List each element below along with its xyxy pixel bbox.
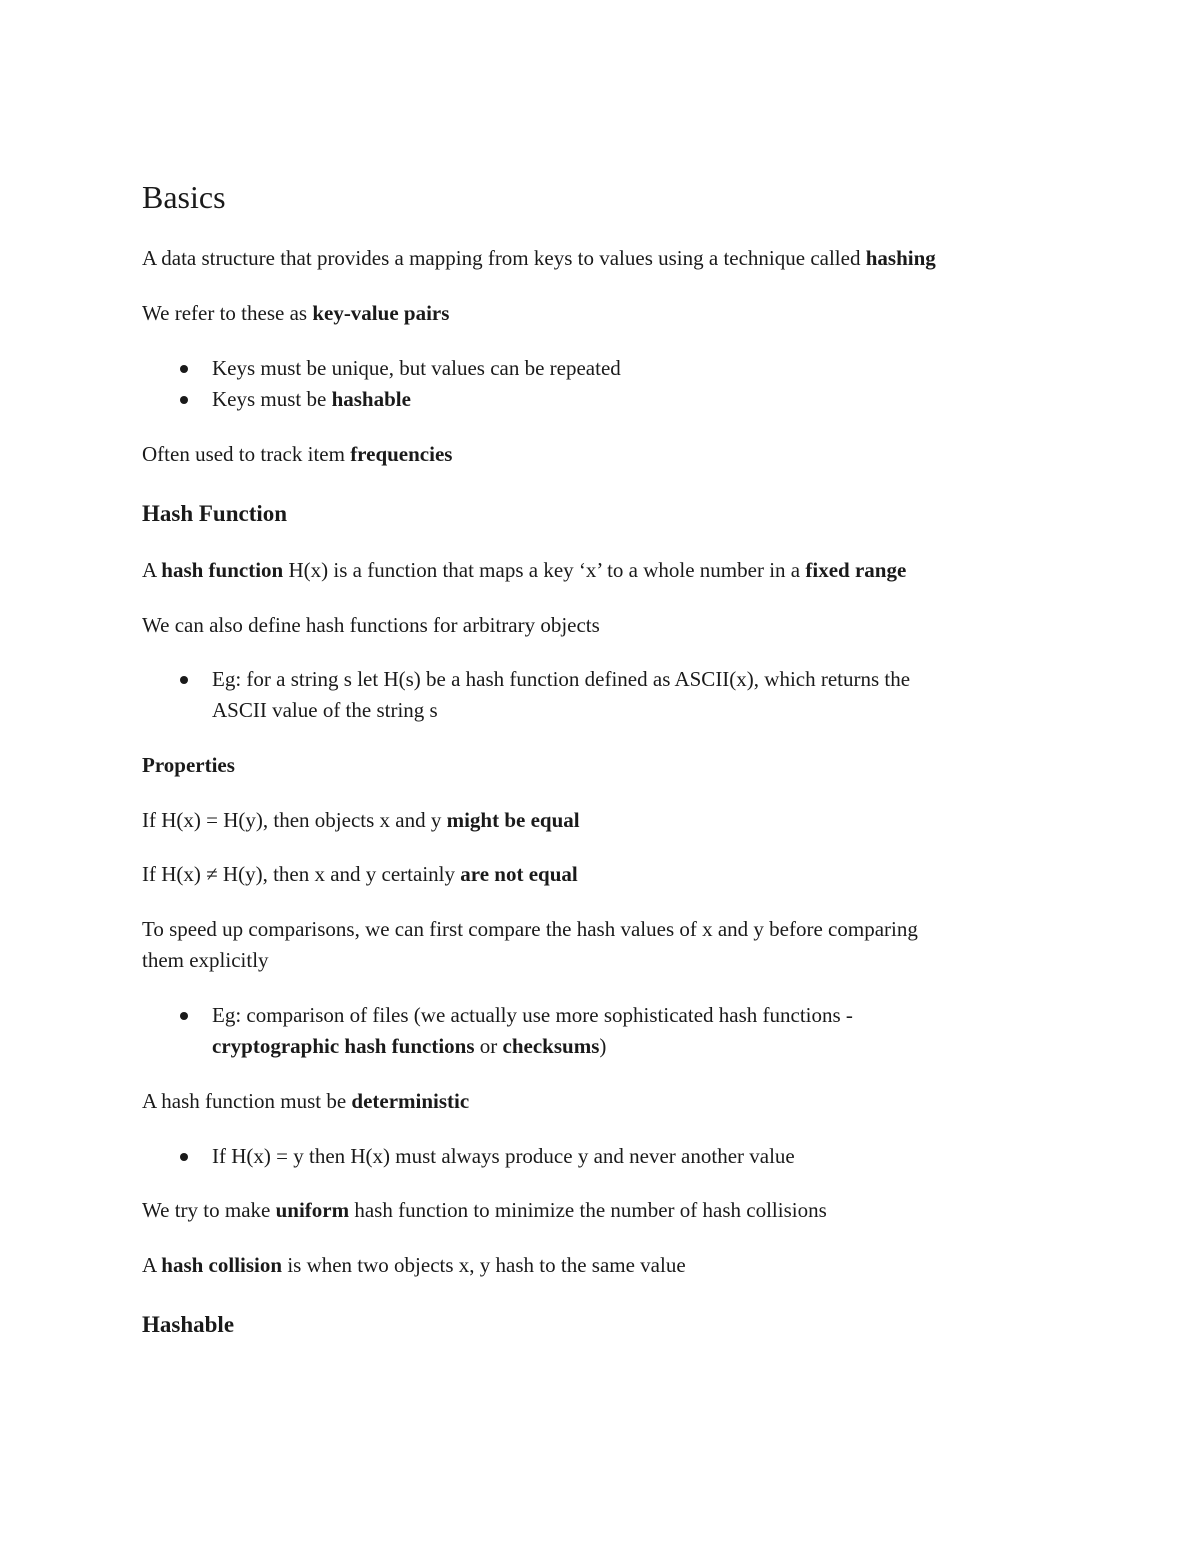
list-item-text: ASCII value of the string s — [212, 698, 438, 722]
heading-basics: Basics — [142, 179, 226, 215]
list-item — [142, 664, 910, 726]
bold-term: might be equal — [446, 808, 580, 832]
list-item-text: or — [474, 1034, 503, 1058]
paragraph-uniform — [142, 1195, 827, 1226]
list-item-text: Keys must be unique, but values can be repeated — [212, 356, 621, 380]
paragraph-text: A — [142, 1253, 162, 1277]
bold-term: are not equal — [460, 862, 578, 886]
paragraph-key-value — [142, 298, 449, 329]
paragraph-text: is when two objects x, y hash to the same value — [282, 1253, 686, 1277]
bold-term: hashing — [865, 246, 936, 270]
list-item-line — [212, 1031, 853, 1062]
bold-term: cryptographic hash functions — [212, 1034, 475, 1058]
paragraph-text: A — [142, 558, 162, 582]
bullet-icon — [180, 1012, 188, 1020]
bold-term: deterministic — [351, 1089, 470, 1113]
paragraph-arbitrary-objects: We can also define hash functions for arbitrary objects — [142, 613, 600, 637]
paragraph-hash-collision — [142, 1250, 686, 1281]
bullet-list-string-example — [142, 664, 910, 726]
bullet-icon — [180, 365, 188, 373]
paragraph-text: If H(x) = H(y), then objects x and y — [142, 808, 447, 832]
paragraph-text: We try to make — [142, 1198, 276, 1222]
paragraph-text: To speed up comparisons, we can first compare the hash values of x and y before comparing — [142, 917, 918, 941]
bold-term: key-value pairs — [312, 301, 450, 325]
list-item-text: ) — [599, 1034, 607, 1058]
list-item-text: Keys must be — [212, 387, 332, 411]
bullet-icon — [180, 396, 188, 404]
bullet-list-deterministic — [142, 1141, 795, 1172]
bold-term: checksums — [502, 1034, 600, 1058]
bullet-list-keys — [142, 353, 621, 415]
bullet-list-files-example — [142, 1000, 853, 1062]
paragraph-text: them explicitly — [142, 948, 269, 972]
paragraph-text: hash function to minimize the number of hash collisions — [349, 1198, 827, 1222]
paragraph-not-equal — [142, 859, 578, 890]
list-item — [142, 384, 621, 415]
paragraph-text: Often used to track item — [142, 442, 351, 466]
bold-term: fixed range — [805, 558, 907, 582]
paragraph-text: We refer to these as — [142, 301, 313, 325]
paragraph-might-be-equal — [142, 805, 580, 836]
paragraph-frequencies — [142, 439, 452, 470]
bold-term: frequencies — [350, 442, 453, 466]
bullet-icon — [180, 1153, 188, 1161]
bold-term: hashable — [331, 387, 411, 411]
list-item — [142, 1000, 853, 1062]
heading-hash-function: Hash Function — [142, 501, 288, 526]
paragraph-text: A hash function must be — [142, 1089, 352, 1113]
paragraph-text: A data structure that provides a mapping from keys to values using a technique called — [142, 246, 866, 270]
list-item-text: Eg: comparison of files (we actually use more sophisticated hash functions - — [212, 1003, 853, 1027]
list-item — [142, 1141, 795, 1172]
bold-term: hash function — [161, 558, 284, 582]
paragraph-text: H(x) is a function that maps a key ‘x’ to a whole number in a — [283, 558, 806, 582]
bold-term: uniform — [275, 1198, 350, 1222]
heading-properties: Properties — [142, 753, 235, 777]
list-item — [142, 353, 621, 384]
paragraph-hash-function-definition — [142, 555, 906, 586]
list-item-text: If H(x) = y then H(x) must always produce y and never another value — [212, 1144, 795, 1168]
bold-term: hash collision — [161, 1253, 283, 1277]
paragraph-deterministic — [142, 1086, 469, 1117]
paragraph-definition — [142, 243, 936, 274]
paragraph-speed-up-comparisons — [142, 914, 918, 976]
heading-hashable: Hashable — [142, 1312, 235, 1337]
list-item-text: Eg: for a string s let H(s) be a hash function defined as ASCII(x), which returns the — [212, 667, 911, 691]
paragraph-text: If H(x) ≠ H(y), then x and y certainly — [142, 862, 461, 886]
bullet-icon — [180, 676, 188, 684]
